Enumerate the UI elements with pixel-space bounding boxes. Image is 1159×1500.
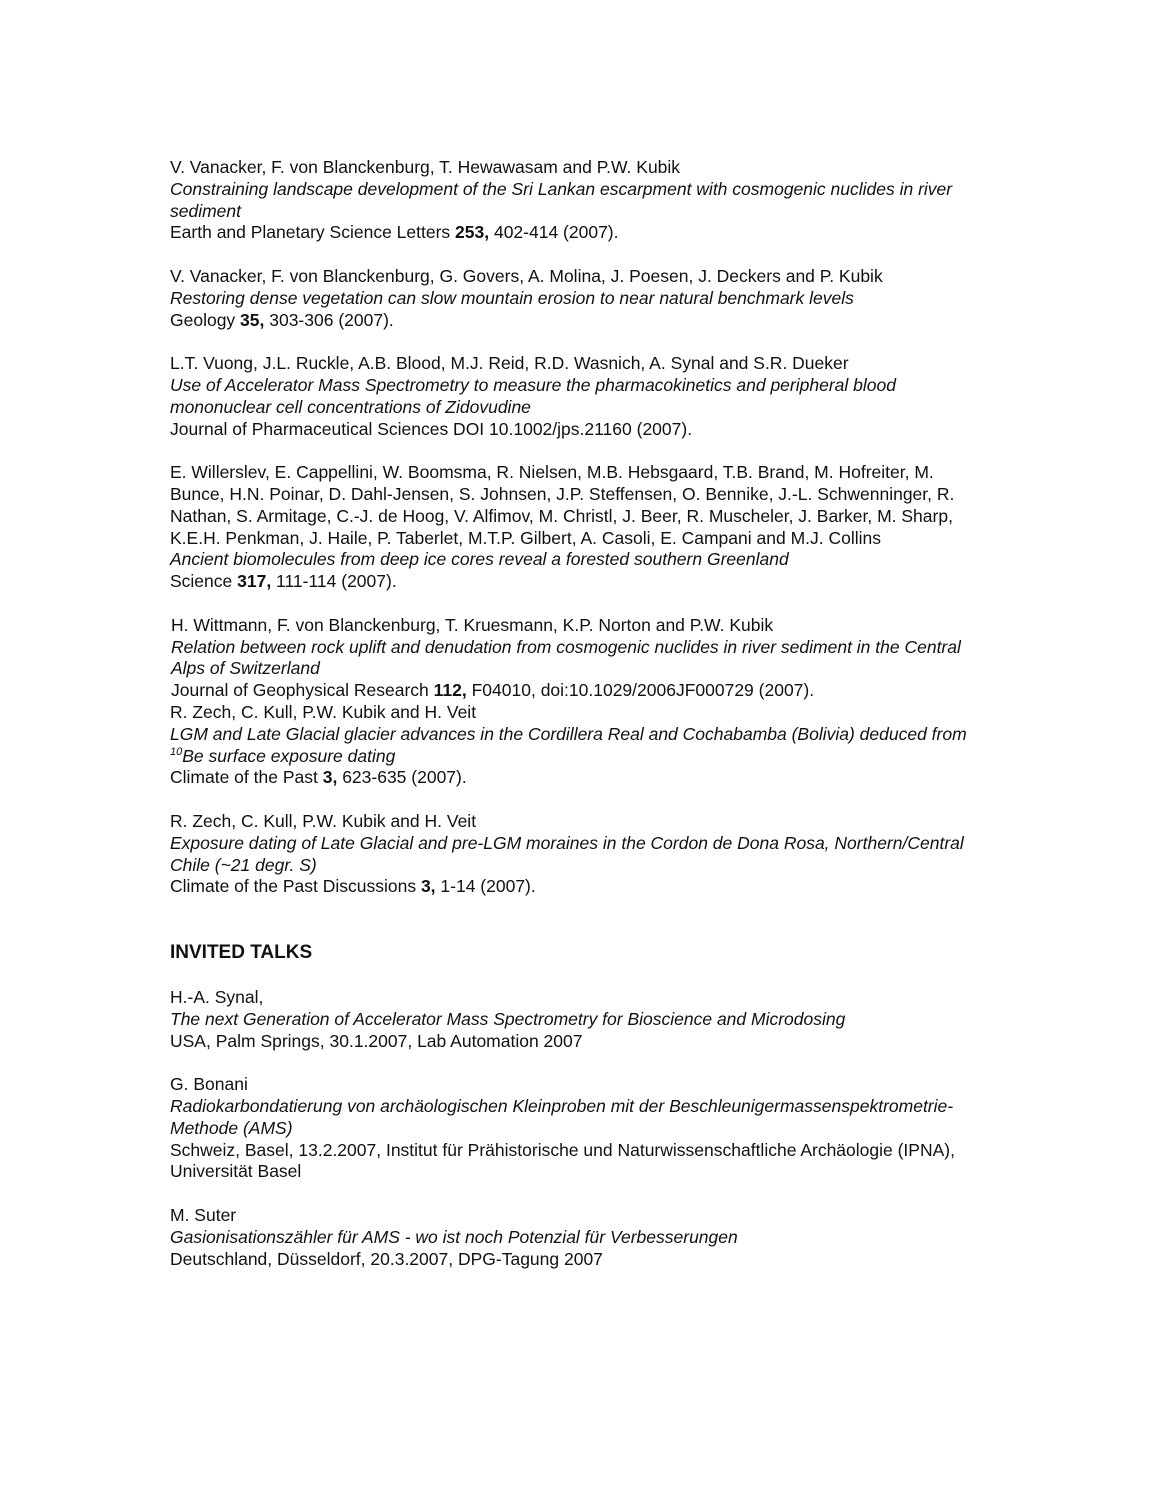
citation-pages: F04010, doi:10.1029/2006JF000729 (2007). bbox=[466, 680, 815, 701]
publication-citation bbox=[170, 876, 990, 898]
talk-speaker: M. Suter bbox=[170, 1205, 237, 1226]
citation-pages: 623-635 (2007). bbox=[337, 767, 467, 788]
publication-title: Restoring dense vegetation can slow mountain erosion to near natural benchmark levels bbox=[170, 287, 854, 308]
publication-title: Constraining landscape development of the Sri Lankan escarpment with cosmogenic nuclides in river sediment bbox=[170, 178, 953, 221]
citation-pages: 1-14 (2007). bbox=[435, 876, 536, 897]
publication-citation bbox=[170, 222, 990, 244]
journal-volume: 317, bbox=[237, 571, 272, 592]
journal-volume: 112, bbox=[433, 680, 467, 701]
document-page bbox=[170, 157, 990, 1292]
publication-entry bbox=[170, 811, 990, 898]
journal-name: Climate of the Past Discussions bbox=[170, 876, 421, 897]
publication-citation bbox=[171, 680, 990, 702]
publication-authors: V. Vanacker, F. von Blanckenburg, T. Hewawasam and P.W. Kubik bbox=[170, 157, 681, 177]
journal-volume: 253, bbox=[455, 222, 490, 243]
talk-title: The next Generation of Accelerator Mass Spectrometry for Bioscience and Microdosing bbox=[170, 1008, 846, 1029]
publication-citation bbox=[170, 419, 990, 441]
journal-name: Earth and Planetary Science Letters bbox=[170, 222, 456, 243]
title-text: Be surface exposure dating bbox=[182, 745, 396, 766]
citation-pages: 402-414 (2007). bbox=[489, 222, 619, 243]
talk-venue: USA, Palm Springs, 30.1.2007, Lab Automation 2007 bbox=[170, 1030, 583, 1051]
publication-entry bbox=[170, 462, 990, 593]
publication-citation bbox=[170, 310, 990, 332]
citation-pages: 303-306 (2007). bbox=[264, 309, 394, 330]
talk-title: Radiokarbondatierung von archäologischen Kleinproben mit der Beschleunigermassenspektrometrie-Methode (AMS) bbox=[170, 1096, 954, 1138]
publication-title: Ancient biomolecules from deep ice cores reveal a forested southern Greenland bbox=[170, 549, 789, 570]
journal-volume: 3, bbox=[420, 876, 436, 897]
section-heading-invited-talks: INVITED TALKS bbox=[170, 942, 313, 964]
publication-entry bbox=[170, 615, 990, 702]
publication-title: Exposure dating of Late Glacial and pre-LGM moraines in the Cordon de Dona Rosa, Northern/Central Chile (~21 degr. S) bbox=[170, 832, 964, 875]
journal-name: Journal of Pharmaceutical Sciences DOI 10.1002/jps.21160 (2007). bbox=[170, 418, 693, 439]
publication-authors: R. Zech, C. Kull, P.W. Kubik and H. Veit bbox=[170, 701, 477, 722]
publication-title: Relation between rock uplift and denudation from cosmogenic nuclides in river sediment in the Central Alps of Switzerland bbox=[171, 636, 961, 679]
talk-entry bbox=[170, 987, 990, 1052]
publication-authors: V. Vanacker, F. von Blanckenburg, G. Govers, A. Molina, J. Poesen, J. Deckers and P. Kubik bbox=[170, 265, 883, 286]
citation-pages: 111-114 (2007). bbox=[271, 571, 397, 592]
talk-entry bbox=[170, 1205, 990, 1270]
talk-entry bbox=[170, 1074, 990, 1183]
publication-authors: R. Zech, C. Kull, P.W. Kubik and H. Veit bbox=[170, 810, 477, 831]
journal-name: Geology bbox=[170, 309, 241, 330]
publication-authors: H. Wittmann, F. von Blanckenburg, T. Kruesmann, K.P. Norton and P.W. Kubik bbox=[171, 614, 774, 635]
talk-title: Gasionisationszähler für AMS - wo ist noch Potenzial für Verbesserungen bbox=[170, 1226, 738, 1247]
publication-citation bbox=[170, 571, 990, 593]
publication-title: Use of Accelerator Mass Spectrometry to measure the pharmacokinetics and peripheral blood mononuclear cell concentrations of Zidovudine bbox=[170, 374, 896, 417]
journal-name: Science bbox=[170, 571, 238, 592]
publication-entry bbox=[170, 266, 990, 331]
publication-entry bbox=[170, 353, 990, 440]
isotope-superscript: 10 bbox=[170, 745, 183, 758]
publication-citation bbox=[170, 767, 990, 789]
publication-authors: E. Willerslev, E. Cappellini, W. Boomsma, R. Nielsen, M.B. Hebsgaard, T.B. Brand, M. Hofreiter, M. Bunce, H.N. Poinar, D. Dahl-Jensen, S. Johnsen, J.P. Steffensen, O. Bennike, J.-L. Schwenninger, R. Nathan, S. Armitage, C.-J. de Hoog, V. Alfimov, M. Christl, J. Beer, R. Muscheler, J. Barker, M. Sharp, K.E.H. Penkman, J. Haile, P. Taberlet, M.T.P. Gilbert, A. Casoli, E. Campani and M.J. Collins bbox=[170, 462, 955, 548]
title-text: LGM and Late Glacial glacier advances in the Cordillera Real and Cochabamba (Bolivia) deduced from bbox=[170, 723, 967, 744]
talk-speaker: H.-A. Synal, bbox=[170, 987, 264, 1008]
publication-entry bbox=[170, 157, 990, 244]
journal-name: Journal of Geophysical Research bbox=[171, 680, 434, 701]
talk-venue: Deutschland, Düsseldorf, 20.3.2007, DPG-Tagung 2007 bbox=[170, 1248, 603, 1269]
publication-authors: L.T. Vuong, J.L. Ruckle, A.B. Blood, M.J. Reid, R.D. Wasnich, A. Synal and S.R. Dueker bbox=[170, 353, 849, 374]
journal-name: Climate of the Past bbox=[170, 767, 323, 788]
journal-volume: 35, bbox=[240, 309, 265, 330]
journal-volume: 3, bbox=[322, 767, 338, 788]
talk-speaker: G. Bonani bbox=[170, 1074, 248, 1095]
publication-entry bbox=[170, 702, 990, 789]
talk-venue: Schweiz, Basel, 13.2.2007, Institut für Prähistorische und Naturwissenschaftliche Archäologie (IPNA), Universität Basel bbox=[170, 1139, 955, 1182]
publication-title bbox=[170, 724, 990, 768]
